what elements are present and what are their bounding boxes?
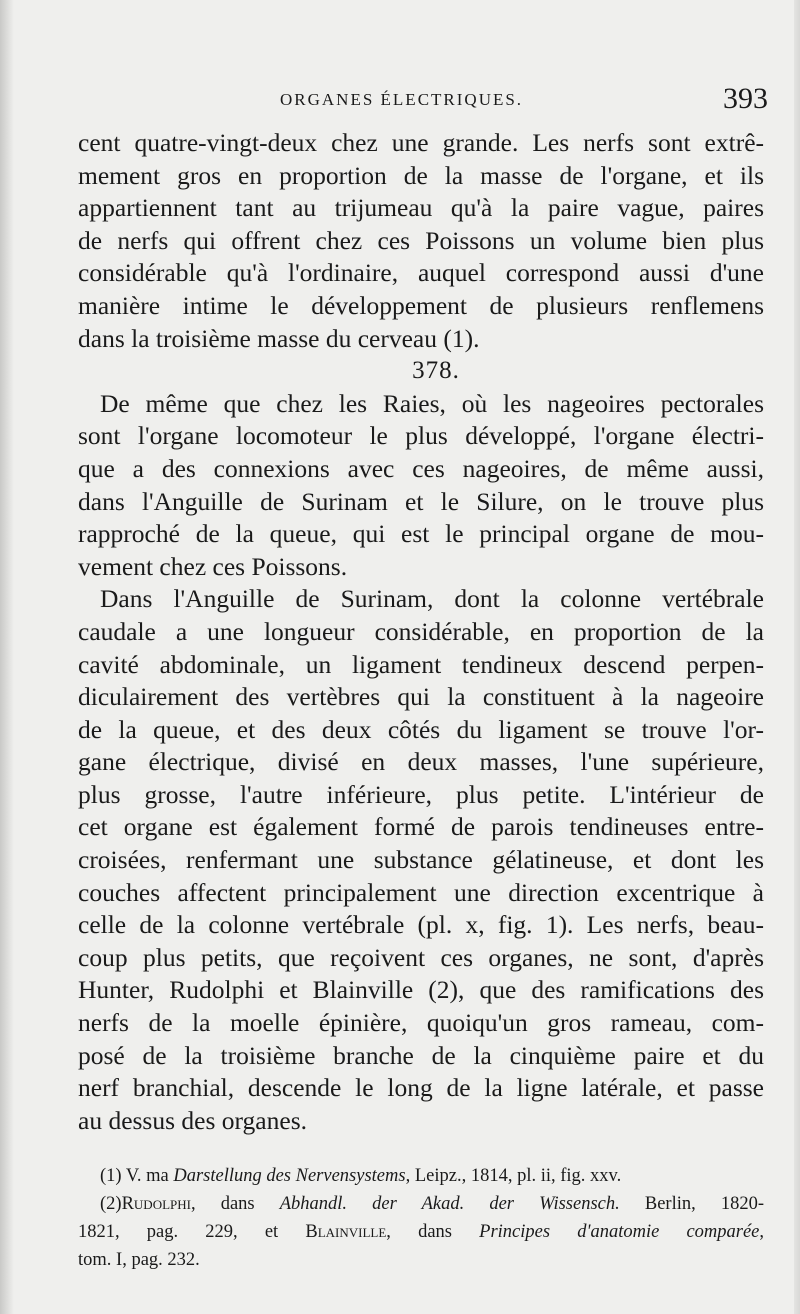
text-line: caudale a une longueur considérable, en proportion de la: [78, 616, 764, 646]
text-line: croisées, renfermant une substance gélatineuse, et dont les: [78, 845, 764, 875]
text-line: cent quatre-vingt-deux chez une grande. Les nerfs sont extrê-: [78, 128, 764, 157]
footnote-text: V. ma: [125, 1166, 169, 1186]
footnote-1: [78, 1162, 764, 1190]
footnote-book-title: Abhandl. der Akad. der Wissensch.: [279, 1194, 620, 1214]
text-line: plus grosse, l'autre inférieure, plus petite. L'intérieur de: [78, 779, 764, 809]
footnotes: [78, 1162, 764, 1274]
text-line: celle de la colonne vertébrale (pl. x, fig. 1). Les nerfs, beau-: [78, 910, 764, 940]
paragraph-3: [78, 583, 764, 1137]
footnote-text: , dans: [190, 1194, 255, 1214]
footnote-marker: (2): [100, 1194, 122, 1214]
page-spine-shadow: [0, 0, 14, 1314]
text-line: manière intime le développement de plusieurs renflemens: [78, 290, 764, 320]
footnote-marker: (1): [100, 1166, 122, 1186]
text-line: vement chez ces Poissons.: [78, 551, 348, 581]
footnote-text: Berlin, 1820-: [644, 1194, 764, 1214]
footnote-author: Rudolphi: [121, 1194, 191, 1214]
text-line: coup plus petits, que reçoivent ces organes, ne sont, d'après: [78, 942, 764, 972]
footnote-text: , dans: [386, 1222, 452, 1242]
text-line: nerfs de la moelle épinière, quoiqu'un gros rameau, com-: [78, 1008, 764, 1038]
text-line: dans l'Anguille de Surinam et le Silure, on le trouve plus: [78, 486, 764, 516]
page-header: [270, 84, 770, 118]
footnote-text: , Leipz., 1814, pl. ii, fig. xxv.: [405, 1166, 622, 1186]
text-line: dans la troisième masse du cerveau (1).: [78, 323, 480, 353]
text-line: De même que chez les Raies, où les nageoires pectorales: [100, 388, 764, 418]
footnote-book-title: Darstellung des Nervensystems: [173, 1166, 406, 1186]
footnote-2-line-3: tom. I, pag. 232.: [78, 1250, 200, 1270]
text-line: gane électrique, divisé en deux masses, l'une supérieure,: [78, 747, 764, 777]
text-line: appartiennent tant au trijumeau qu'à la paire vague, paires: [78, 193, 764, 223]
text-line: au dessus des organes.: [78, 1105, 307, 1135]
paragraph-2: [78, 388, 764, 584]
footnote-author: Blainville: [305, 1222, 387, 1242]
text-line: nerf branchial, descende le long de la ligne latérale, et passe: [78, 1073, 764, 1103]
text-line: Hunter, Rudolphi et Blainville (2), que des ramifications des: [78, 975, 764, 1005]
text-line: de nerfs qui offrent chez ces Poissons un volume bien plus: [78, 225, 764, 255]
text-line: Dans l'Anguille de Surinam, dont la colonne vertébrale: [100, 584, 764, 614]
text-line: couches affectent principalement une direction excentrique à: [78, 877, 764, 907]
body-text: [78, 127, 764, 1137]
footnote-book-title: Principes d'anatomie comparée: [479, 1222, 760, 1242]
text-line: mement gros en proportion de la masse de l'organe, et ils: [78, 160, 764, 190]
paragraph-1: [78, 127, 764, 355]
text-line: cavité abdominale, un ligament tendineux descend perpen-: [78, 649, 764, 679]
text-line: diculairement des vertèbres qui la constituent à la nageoire: [78, 682, 764, 712]
page-number: 393: [723, 82, 768, 115]
text-line: considérable qu'à l'ordinaire, auquel correspond aussi d'une: [78, 258, 764, 288]
footnote-2-line-1: [78, 1190, 764, 1218]
text-line: rapproché de la queue, qui est le principal organe de mou-: [78, 519, 764, 549]
page-edge: [794, 0, 800, 1314]
text-line: de la queue, et des deux côtés du ligament se trouve l'or-: [78, 714, 764, 744]
text-line: posé de la troisième branche de la cinquième paire et du: [78, 1040, 764, 1070]
footnote-text: ,: [759, 1222, 764, 1242]
running-title: ORGANES ÉLECTRIQUES.: [280, 90, 524, 109]
section-number: 378.: [412, 357, 460, 385]
text-line: que a des connexions avec ces nageoires, de même aussi,: [78, 453, 764, 483]
text-line: cet organe est également formé de parois tendineuses entre-: [78, 812, 764, 842]
text-line: sont l'organe locomoteur le plus développé, l'organe électri-: [78, 421, 764, 451]
footnote-text: 1821, pag. 229, et: [78, 1222, 279, 1242]
footnote-2-line-2: [78, 1218, 764, 1246]
